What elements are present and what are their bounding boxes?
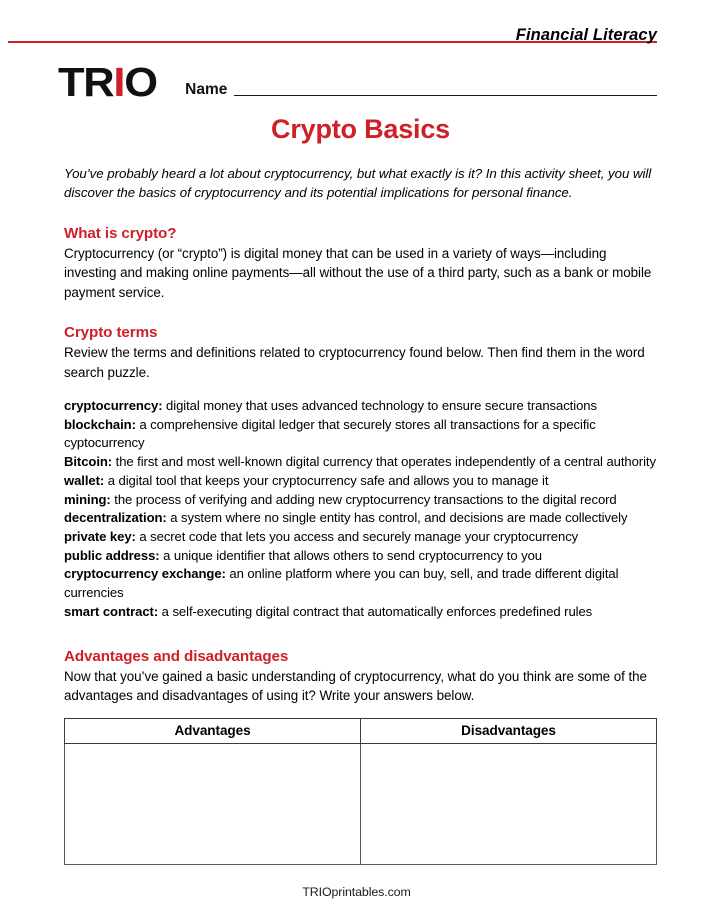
term-definition: digital money that uses advanced technology to ensure secure transactions [162,397,597,413]
term-item [64,416,657,453]
name-input-line[interactable] [234,95,657,97]
name-label: Name [185,81,228,98]
term-name: cryptocurrency exchange: [64,566,226,582]
section-heading-what-is-crypto: What is crypto? [64,224,177,242]
term-definition: a secret code that lets you access and securely manage your cryptocurrency [135,528,579,544]
term-item [64,565,657,602]
answers-table [64,718,657,865]
term-definition: the process of verifying and adding new cryptocurrency transactions to the digital record [110,491,617,507]
trio-logo [58,59,157,106]
name-field[interactable] [185,81,657,102]
term-definition: the first and most well-known digital currency that operates independently of a central authority [112,454,656,470]
term-item [64,491,657,510]
term-item [64,397,657,416]
term-item [64,603,657,622]
answer-cell-disadvantages[interactable] [361,744,657,865]
brand-row [58,56,657,106]
term-definition: a digital tool that keeps your cryptocurrency safe and allows you to manage it [104,472,549,488]
terms-list [64,397,657,622]
intro-paragraph: You’ve probably heard a lot about cryptocurrency, but what exactly is it? In this activity sheet, you will discover the basics of cryptocurrency and its potential implications for personal finance. [64,166,652,200]
term-item [64,528,657,547]
page-header [0,26,713,106]
logo-text-tr: TR [58,59,114,106]
section-body-what-is-crypto: Cryptocurrency (or “crypto”) is digital money that can be used in a variety of ways—including investing and making online payments—all without the use of a third party, such as a bank or mobile payment service. [64,245,652,300]
answers-table-head [65,719,657,744]
term-item [64,472,657,491]
footer-url: TRIOprintables.com [302,885,411,899]
term-item [64,547,657,566]
logo-text-i: I [113,59,125,106]
term-definition: an online platform where you can buy, sell, and trade different digital currencies [64,566,619,601]
page-title: Crypto Basics [271,114,450,144]
column-header-disadvantages: Disadvantages [361,719,657,744]
term-name: cryptocurrency: [64,397,163,413]
term-name: public address: [64,547,160,563]
answers-table-body [65,744,657,865]
section-body-crypto-terms: Review the terms and definitions related to cryptocurrency found below. Then find them in the word search puzzle. [64,345,645,380]
table-row [65,744,657,865]
section-heading-advantages: Advantages and disadvantages [64,647,289,665]
subject-label: Financial Literacy [515,26,657,44]
header-rule-row [8,26,657,52]
table-header-row [65,719,657,744]
term-item [64,509,657,528]
term-name: blockchain: [64,416,136,432]
term-definition: a comprehensive digital ledger that securely stores all transactions for a specific cyptocurrency [64,416,596,451]
answer-cell-advantages[interactable] [65,744,361,865]
term-definition: a unique identifier that allows others to send cryptocurrency to you [159,547,542,563]
column-header-advantages: Advantages [65,719,361,744]
section-heading-crypto-terms: Crypto terms [64,324,158,342]
term-item [64,453,657,472]
term-name: wallet: [64,472,105,488]
worksheet-content [64,110,657,865]
term-name: private key: [64,528,136,544]
section-body-advantages: Now that you’ve gained a basic understanding of cryptocurrency, what do you think are some of the advantages and disadvantages of using it? Write your answers below. [64,668,647,703]
term-definition: a system where no single entity has control, and decisions are made collectively [166,510,628,526]
term-name: smart contract: [64,603,159,619]
term-name: decentralization: [64,510,167,526]
term-name: Bitcoin: [64,454,113,470]
term-name: mining: [64,491,111,507]
term-definition: a self-executing digital contract that automatically enforces predefined rules [158,603,593,619]
logo-text-o: O [124,59,157,106]
